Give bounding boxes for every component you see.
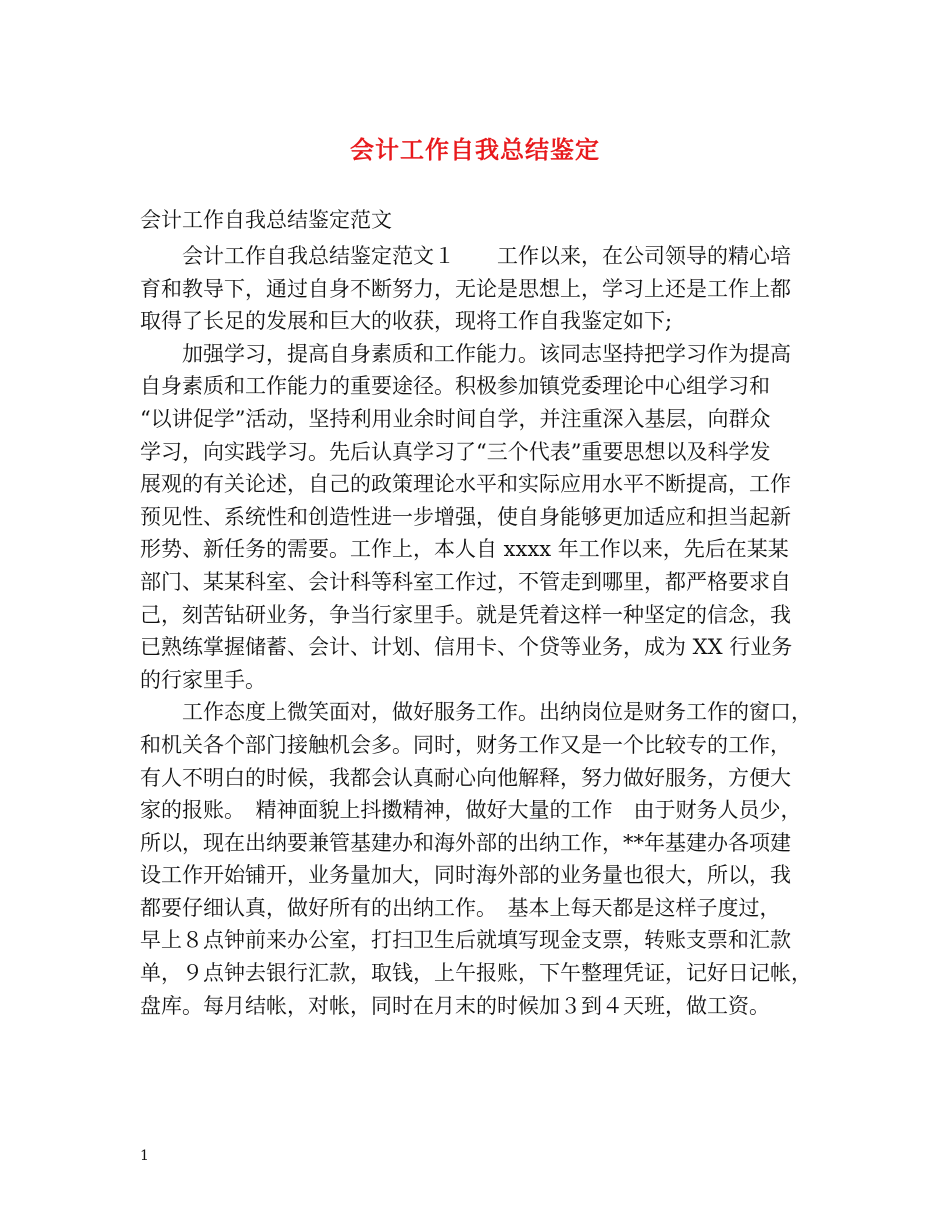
- body-line: 学习，向实践学习。先后认真学习了“三个代表”重要思想以及科学发: [140, 439, 771, 464]
- body-line: 所以，现在出纳要兼管基建办和海外部的出纳工作，**年基建办各项建: [140, 830, 791, 855]
- body-line: “以讲促学”活动，坚持利用业余时间自学，并注重深入基层，向群众: [140, 406, 771, 431]
- body-line: 形势、新任务的需要。工作上，本人自 xxxx 年工作以来，先后在某某: [140, 537, 789, 562]
- document-subtitle: 会计工作自我总结鉴定范文: [140, 208, 392, 232]
- body-line: 的行家里手。: [140, 667, 266, 692]
- page-number: 1: [140, 1148, 149, 1164]
- body-line: 加强学习，提高自身素质和工作能力。该同志坚持把学习作为提高: [140, 341, 791, 366]
- document-body: [140, 240, 830, 1022]
- body-line: 工作态度上微笑面对，做好服务工作。出纳岗位是财务工作的窗口，: [140, 700, 812, 725]
- body-line: 己，刻苦钻研业务，争当行家里手。就是凭着这样一种坚定的信念，我: [140, 602, 791, 627]
- body-line: 展观的有关论述，自己的政策理论水平和实际应用水平不断提高，工作: [140, 472, 791, 497]
- body-line: 盘库。每月结帐，对帐，同时在月末的时候加３到４天班，做工资。: [140, 993, 770, 1018]
- body-line: 部门、某某科室、会计科等科室工作过，不管走到哪里，都严格要求自: [140, 569, 791, 594]
- document-title: 会计工作自我总结鉴定: [350, 135, 600, 164]
- body-line: 设工作开始铺开，业务量加大，同时海外部的业务量也很大，所以，我: [140, 863, 791, 888]
- body-line: 和机关各个部门接触机会多。同时，财务工作又是一个比较专的工作，: [140, 732, 791, 757]
- body-line: 都要仔细认真，做好所有的出纳工作。 基本上每天都是这样子度过，: [140, 895, 781, 920]
- body-line: 有人不明白的时候，我都会认真耐心向他解释，努力做好服务，方便大: [140, 765, 791, 790]
- body-line: 已熟练掌握储蓄、会计、计划、信用卡、个贷等业务，成为 XX 行业务: [140, 635, 793, 660]
- body-line: 单，９点钟去银行汇款，取钱，上午报账，下午整理凭证，记好日记帐，: [140, 961, 812, 986]
- body-line: 取得了长足的发展和巨大的收获，现将工作自我鉴定如下;: [140, 309, 673, 334]
- body-line: 早上８点钟前来办公室，打扫卫生后就填写现金支票，转账支票和汇款: [140, 928, 791, 953]
- body-line: 家的报账。 精神面貌上抖擞精神，做好大量的工作 由于财务人员少，: [140, 798, 802, 823]
- body-line: 会计工作自我总结鉴定范文１ 工作以来，在公司领导的精心培: [140, 244, 791, 268]
- body-line: 自身素质和工作能力的重要途径。积极参加镇党委理论中心组学习和: [140, 374, 770, 399]
- body-line: 预见性、系统性和创造性进一步增强，使自身能够更加适应和担当起新: [140, 504, 791, 529]
- body-line: 育和教导下，通过自身不断努力，无论是思想上，学习上还是工作上都: [140, 276, 791, 301]
